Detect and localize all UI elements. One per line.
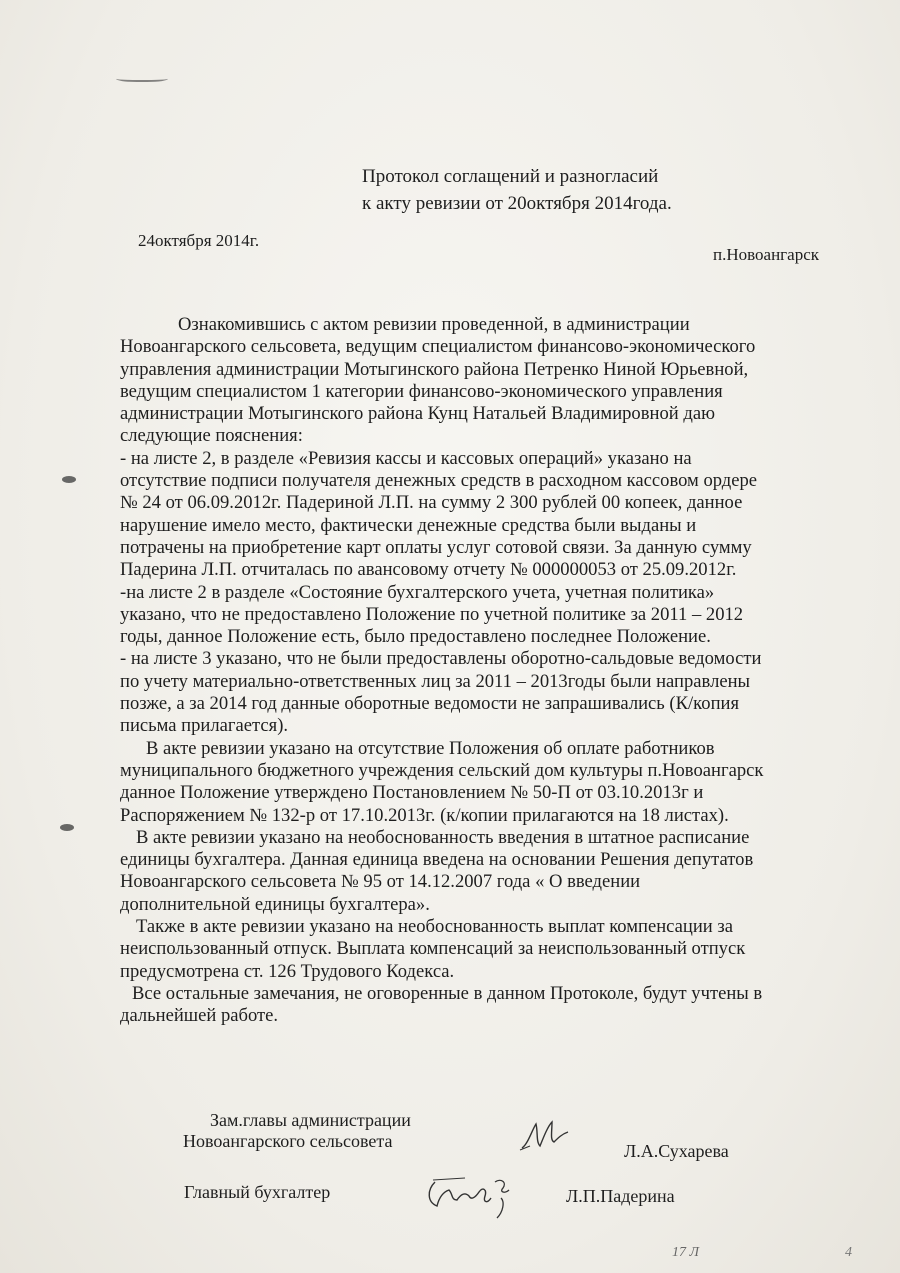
punch-hole xyxy=(62,476,76,483)
body-line: ведущим специалистом 1 категории финансово-экономического управления xyxy=(120,380,723,402)
body-line: данное Положение утверждено Постановлением № 50-П от 03.10.2013г и xyxy=(120,782,704,804)
body-line: указано, что не предоставлено Положение по учетной политике за 2011 – 2012 xyxy=(120,603,744,625)
body-line: Все остальные замечания, не оговоренные в данном Протоколе, будут учтены в xyxy=(132,982,763,1004)
body-line: Новоангарского сельсовета, ведущим специалистом финансово-экономического xyxy=(120,336,756,358)
body-line: -на листе 2 в разделе «Состояние бухгалтерского учета, учетная политика» xyxy=(120,581,715,603)
body-line: управления администрации Мотыгинского района Петренко Ниной Юрьевной, xyxy=(120,358,749,380)
body-line: Ознакомившись с актом ревизии проведенной, в администрации xyxy=(178,314,690,335)
body-line: муниципального бюджетного учреждения сельский дом культуры п.Новоангарск xyxy=(120,759,764,781)
body-line: дополнительной единицы бухгалтера». xyxy=(120,893,430,915)
body-line: Падерина Л.П. отчиталась по авансовому отчету № 000000053 от 25.09.2012г. xyxy=(120,559,737,581)
body-line: годы, данное Положение есть, было предоставлено последнее Положение. xyxy=(120,626,711,648)
corner-mark: 4 xyxy=(845,1245,852,1260)
body-line: Новоангарского сельсовета № 95 от 14.12.2007 года « О введении xyxy=(120,871,641,893)
body-line: позже, а за 2014 год данные оборотные ведомости не запрашивались (К/копия xyxy=(120,693,740,715)
body-line: В акте ревизии указано на необоснованность введения в штатное расписание xyxy=(136,826,750,848)
title-line-2: к акту ревизии от 20октября 2014года. xyxy=(362,193,672,214)
punch-hole xyxy=(60,824,74,831)
title-line-1: Протокол соглащений и разногласий xyxy=(362,166,659,187)
body-line: администрации Мотыгинского района Кунц Натальей Владимировной даю xyxy=(120,403,715,425)
accountant-title: Главный бухгалтер xyxy=(184,1182,331,1202)
document-date: 24октября 2014г. xyxy=(138,231,260,250)
document-place: п.Новоангарск xyxy=(713,245,820,264)
body-line: Также в акте ревизии указано на необоснованность выплат компенсации за xyxy=(136,916,734,938)
body-line: по учету материально-ответственных лиц за 2011 – 2013годы были направлены xyxy=(120,670,751,692)
body-line: потрачены на приобретение карт оплаты услуг сотовой связи. За данную сумму xyxy=(120,536,752,558)
body-line: № 24 от 06.09.2012г. Падериной Л.П. на сумму 2 300 рублей 00 копеек, данное xyxy=(120,492,743,514)
body-line: единицы бухгалтера. Данная единица введена на основании Решения депутатов xyxy=(120,849,754,871)
accountant-name: Л.П.Падерина xyxy=(566,1186,675,1206)
body-line: письма прилагается). xyxy=(120,715,289,737)
body-line: следующие пояснения: xyxy=(120,425,303,447)
deputy-title-line-2: Новоангарского сельсовета xyxy=(183,1131,393,1151)
body-line: - на листе 2, в разделе «Ревизия кассы и кассовых операций» указано на xyxy=(120,447,692,469)
body-line: отсутствие подписи получателя денежных средств в расходном кассовом ордере xyxy=(120,470,758,492)
body-line: В акте ревизии указано на отсутствие Положения об оплате работников xyxy=(146,737,715,759)
body-line: нарушение имело место, фактически денежные средства были выданы и xyxy=(120,514,697,536)
body-line: дальнейшей работе. xyxy=(120,1005,279,1027)
deputy-title-line-1: Зам.главы администрации xyxy=(210,1110,411,1130)
deputy-name: Л.А.Сухарева xyxy=(624,1141,729,1161)
body-line: Распоряжением № 132-р от 17.10.2013г. (к/копии прилагаются на 18 листах). xyxy=(120,804,729,826)
body-line: неиспользованный отпуск. Выплата компенсаций за неиспользованный отпуск xyxy=(120,938,746,960)
scan-mark xyxy=(116,74,168,82)
accountant-signature xyxy=(425,1172,525,1222)
document-title xyxy=(362,163,722,217)
deputy-signature xyxy=(518,1118,574,1152)
body-line: предусмотрена ст. 126 Трудового Кодекса. xyxy=(120,960,455,982)
body-line: - на листе 3 указано, что не были предоставлены оборотно-сальдовые ведомости xyxy=(120,648,762,670)
page-mark: 17 Л xyxy=(672,1245,699,1260)
document-body xyxy=(120,314,855,1028)
